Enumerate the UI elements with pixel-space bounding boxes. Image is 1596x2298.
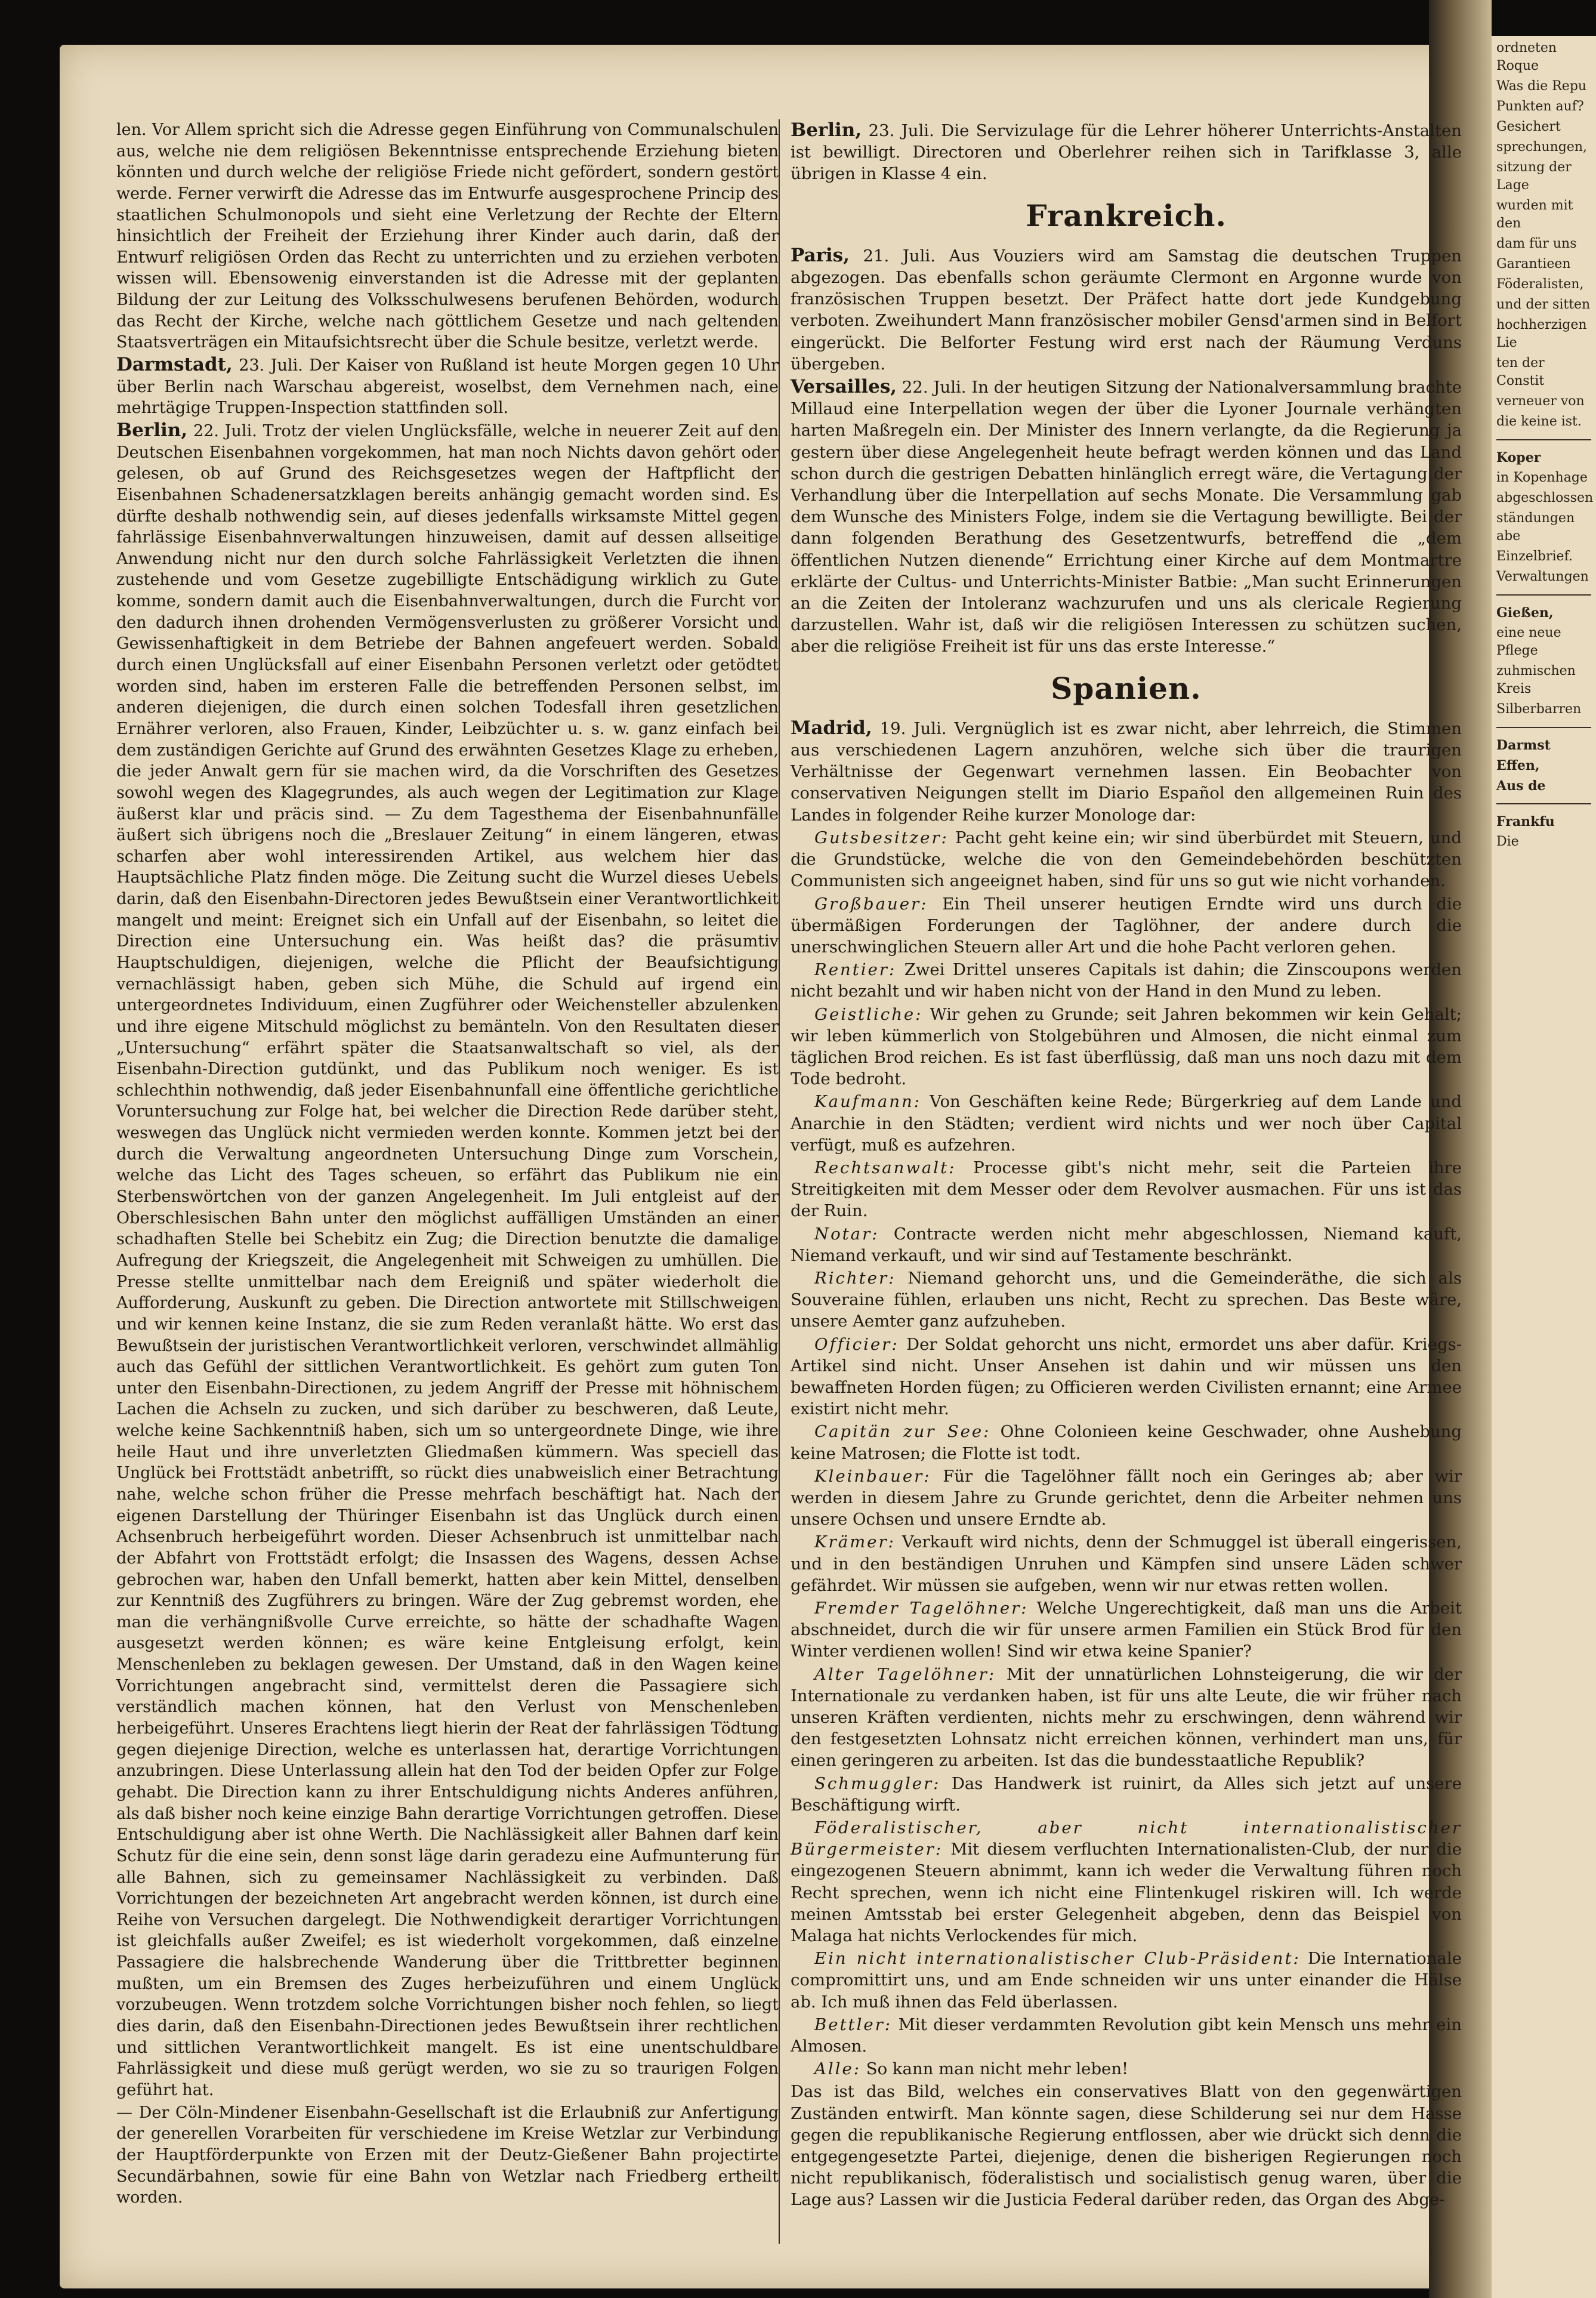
adjacent-line: verneuer von — [1496, 394, 1585, 409]
adjacent-line: in Kopenhage — [1496, 470, 1588, 485]
monologue-text: Die Internationale compromittirt uns, und am Ende schneiden wir uns unter einander die Hälse ab. Ich muß ihnen das Feld überlassen. — [791, 1949, 1462, 2012]
paragraph-school-address: len. Vor Allem spricht sich die Adresse gegen Einführung von Communalschulen aus, welche nie dem religiösen Bekenntnisse entsprechende Erziehung bieten könnten und durch welche der religiöse Friede nicht gefördert, sondern gestört werde. Ferner verwirft die Adresse das im Entwurfe ausgesprochene Princip des staatlichen Schulmonopols und sieht eine Verletzung der Rechte der Eltern hinsichtlich der Freiheit der Erziehung ihrer Kinder auch darin, daß der Entwurf religiösen Orden das Recht zu unterrichten und zu erziehen verboten wissen will. Ebensowenig einverstanden ist die Adresse mit der geplanten Bildung der zur Leitung des Volksschulwesens berufenen Behörden, wodurch das Recht der Kirche, welche nach göttlichem Gesetze und nach geltenden Staatsverträgen ein Mitaufsichtsrecht über die Schule besitze, verletzt werde. — [116, 121, 779, 352]
monologue-item — [791, 2058, 1462, 2080]
adjacent-line: Einzelbrief. — [1496, 549, 1573, 564]
adjacent-line: Garantieen — [1496, 257, 1571, 272]
adjacent-line: dam für uns — [1496, 236, 1577, 251]
monologue-text: Welche Ungerechtigkeit, daß man uns die Arbeit abschneidet, durch die wir für unsere armen Familien ein Stück Brod für den Winter verdienen wollen! Sind wir etwa keine Spanier? — [791, 1599, 1462, 1661]
text-berlin-salary: 23. Juli. Die Servizulage für die Lehrer höherer Unterrichts-Anstalten ist bewilligt. Directoren und Oberlehrer reihen sich in Tarifklasse 3, alle übrigen in Klasse 4 ein. — [791, 121, 1462, 184]
monologue-item — [791, 893, 1462, 958]
adjacent-rule — [1496, 594, 1591, 596]
monologue-text: Von Geschäften keine Rede; Bürgerkrieg auf dem Lande und Anarchie in den Städten; verdient wird nichts und wer noch über Capital verfügt, muß es aufzehren. — [791, 1092, 1462, 1155]
monologue-list — [791, 827, 1462, 2080]
adjacent-line: und der sitten — [1496, 297, 1591, 312]
text-paris: 21. Juli. Aus Vouziers wird am Samstag die deutschen Truppen abgezogen. Das ebenfalls schon geräumte Clermont en Argonne wurde von französischen Truppen besetzt. Der Präfect hatte dort jede Kundgebung verboten. Zweihundert Mann französischer mobiler Gensd'armen sind in Belfort eingerückt. Die Belforter Festung wird erst nach der Räumung Verduns übergeben. — [791, 246, 1462, 374]
monologue-speaker: Officier: — [814, 1334, 899, 1354]
adjacent-line: die keine ist. — [1496, 414, 1582, 429]
monologue-text: So kann man nicht mehr leben! — [861, 2059, 1129, 2079]
monologue-item — [791, 1334, 1462, 1420]
monologue-text: Mit der unnatürlichen Lohnsteigerung, die wir der Internationale zu verdanken haben, ist für uns alte Leute, die wir früher nach unseren Kräften verdienten, nichts mehr zu erschwingen, denn während wir den festgesetzten Lohnsatz nicht erreichen können, verhindert man uns, für einen geringeren zu arbeiten. Ist das die bundesstaatliche Republik? — [791, 1664, 1462, 1770]
monologue-text: Mit diesem verfluchten Internationalisten-Club, der nur die eingezogenen Steuern abnimmt, kann ich weder die Verwaltung führen noch Recht sprechen, wenn ich nicht eine Flintenkugel riskiren will. Ich werde meinen Amtsstab bei erster Gelegenheit abgeben, denn das Beispiel von Malaga hat nichts Verlockendes für mich. — [791, 1840, 1462, 1946]
monologue-text: Verkauft wird nichts, denn der Schmuggel ist überall eingerissen, und in den beständigen Unruhen und Kämpfen sind unsere Läden schwer gefährdet. Wir müssen sie aufgeben, wenn wir nur etwas retten wollen. — [791, 1532, 1462, 1595]
monologue-item — [791, 1157, 1462, 1222]
monologue-text: Für die Tagelöhner fällt noch ein Geringes ab; aber wir werden in diesem Jahre zu Grunde gerichtet, denn die Arbeiter nehmen uns unsere Ochsen und unsere Erndte ab. — [791, 1466, 1462, 1529]
monologue-speaker: Großbauer: — [814, 894, 928, 914]
monologue-item — [791, 1004, 1462, 1090]
adjacent-line: eine neue Pflege — [1496, 625, 1561, 658]
adjacent-line: abgeschlossen — [1496, 491, 1594, 505]
monologue-item — [791, 1817, 1462, 1947]
paragraph-versailles — [791, 376, 1462, 658]
adjacent-line: Silberbarren — [1496, 702, 1582, 717]
monologue-item — [791, 1531, 1462, 1596]
paragraph-darmstadt — [116, 354, 779, 419]
adjacent-line: Verwaltungen — [1496, 569, 1589, 584]
adjacent-line: Föderalisten, — [1496, 277, 1584, 292]
paragraph-madrid — [791, 717, 1462, 826]
monologue-item — [791, 1421, 1462, 1464]
adjacent-rule — [1496, 439, 1591, 440]
adjacent-line: wurden mit den — [1496, 198, 1573, 231]
adjacent-line: ten der Constit — [1496, 356, 1545, 388]
dateline-madrid: Madrid, — [791, 717, 872, 739]
monologue-speaker: Alter Tagelöhner: — [814, 1664, 996, 1684]
adjacent-line: Was die Repu — [1496, 79, 1587, 94]
adjacent-line: Frankfu — [1496, 814, 1555, 829]
monologue-speaker: Kaufmann: — [814, 1092, 921, 1112]
monologue-item — [791, 1597, 1462, 1662]
monologue-item — [791, 959, 1462, 1002]
adjacent-rule — [1496, 803, 1591, 804]
monologue-speaker: Rechtsanwalt: — [814, 1158, 956, 1177]
right-column — [779, 119, 1462, 2244]
dateline-paris: Paris, — [791, 244, 850, 266]
dateline-versailles: Versailles, — [791, 376, 897, 398]
monologue-text: Ohne Colonieen keine Geschwader, ohne Aushebung keine Matrosen; die Flotte ist todt. — [791, 1422, 1462, 1463]
dateline-berlin: Berlin, — [116, 419, 188, 441]
monologue-item — [791, 1773, 1462, 1816]
adjacent-line: zuhmischen Kreis — [1496, 664, 1576, 696]
monologue-speaker: Schmuggler: — [814, 1773, 941, 1793]
monologue-item — [791, 2014, 1462, 2057]
monologue-text: Zwei Drittel unseres Capitals ist dahin; die Zinscoupons werden nicht bezahlt und wir haben nicht von der Hand in den Mund zu leben. — [791, 960, 1462, 1001]
monologue-speaker: Föderalistischer, aber nicht internationalistischer Bürgermeister: — [791, 1818, 1462, 1859]
dateline-berlin-2: Berlin, — [791, 119, 862, 141]
monologue-speaker: Bettler: — [814, 2015, 893, 2034]
monologue-text: Der Soldat gehorcht uns nicht, ermordet uns aber dafür. Kriegs-Artikel sind nicht. Unser Ansehen ist dahin und wir müssen uns den bewaffneten Horden fügen; zu Officieren werden Civilisten ernannt; eine Armee existirt nicht mehr. — [791, 1334, 1462, 1419]
adjacent-line: Aus de — [1496, 778, 1546, 794]
adjacent-line: sprechungen, — [1496, 140, 1588, 155]
adjacent-line: Punkten auf? — [1496, 99, 1584, 114]
paragraph-closing: Das ist das Bild, welches ein conservatives Blatt von den gegenwärtigen Zuständen entwirft. Man könnte sagen, diese Schilderung sei nur dem Hasse gegen die republikanische Regierung entflossen, aber wie drückt sich denn die entgegengesetzte Partei, diejenige, denen die bisherigen Regierungen noch nicht republikanisch, föderalistisch und socialistisch genug waren, über die Lage aus? Lassen wir die Justicia Federal darüber reden, das Organ des Abge- — [791, 2082, 1462, 2210]
adjacent-line: Gießen, — [1496, 605, 1554, 621]
dateline-darmstadt: Darmstadt, — [116, 354, 233, 376]
adjacent-rule — [1496, 727, 1591, 728]
monologue-speaker: Rentier: — [814, 960, 897, 980]
monologue-text: Niemand gehorcht uns, und die Gemeinderäthe, die sich als Souveraine fühlen, erlauben uns nicht, Recht zu sprechen. Das Beste wäre, unsere Aemter ganz aufzuheben. — [791, 1268, 1462, 1331]
adjacent-line: Darmst — [1496, 738, 1551, 753]
monologue-item — [791, 1091, 1462, 1156]
monologue-speaker: Gutsbesitzer: — [814, 828, 949, 847]
monologue-speaker: Notar: — [814, 1224, 879, 1244]
text-berlin-railway: 22. Juli. Trotz der vielen Unglücksfälle, welche in neuerer Zeit auf den Deutschen Eisenbahnen vorgekommen, hat man noch Nichts davon gehört oder gelesen, ob auf Grund des Reichsgesetzes wegen der Haftpflicht der Eisenbahnen Schadenersatzklagen bereits anhängig gemacht worden sind. Es dürfte deshalb nothwendig sein, auf dieses jedenfalls wirksamste Mittel gegen fahrlässige Eisenbahnverwaltungen hinzuweisen, damit auf dessen allseitige Anwendung nicht nur den durch solche Fahrlässigkeit Verletzten die ihnen zustehende und vom Gesetze zugebilligte Entschädigung wirklich zu Gute komme, sondern damit auch die Eisenbahnverwaltungen, durch die Furcht vor den dadurch ihnen drohenden Vermögensverlusten zu größerer Vorsicht und Gewissenhaftigkeit in dem Betriebe der Bahnen angefeuert werden. Sobald durch einen Unglücksfall auf einer Eisenbahn Personen verletzt oder getödtet worden sind, haben im ersteren Falle die betreffenden Personen selbst, im anderen diejenigen, die durch einen solchen Todesfall ihren gesetzlichen Ernährer verloren, also Frauen, Kinder, Leibzüchter u. s. w. ganz einfach bei dem zuständigen Gerichte auf Grund des erwähnten Gesetzes Klage zu erheben, die jeder Anwalt gern für sie machen wird, da die Vorschriften des Gesetzes sowohl wegen des Klagegrundes, als auch wegen der Legitimation zur Klage äußerst klar und präcis sind. — Zu dem Tagesthema der Eisenbahnunfälle äußert sich übrigens noch die „Breslauer Zeitung“ in einem längeren, etwas scharfen aber wohl interessirenden Artikel, aus welchem hier das Hauptsächliche Platz finden möge. Die Zeitung sucht die Wurzel dieses Uebels darin, daß den Eisenbahn-Directoren jedes Bewußtsein einer Verantwortlichkeit mangelt und meint: Ereignet sich ein Unfall auf der Eisenbahn, so leitet die Direction eine Untersuchung ein. Was heißt das? die präsumtiv Hauptschuldigen, diejenigen, welche die Pflicht der Beaufsichtigung vernachlässigt haben, geben sich Mühe, die Schuld auf irgend ein untergeordnetes Individuum, einen Zugführer oder Weichensteller abzulenken und ihre eigene Mitschuld möglichst zu bemänteln. Von den Resultaten dieser „Untersuchung“ erfährt später die Staatsanwaltschaft so viel, als der Eisenbahn-Direction gutdünkt, und das Publikum noch weniger. Es ist schlechthin nothwendig, daß jeder Eisenbahnunfall eine öffentliche gerichtliche Voruntersuchung zur Folge hat, bei welcher die Direction Rede darüber steht, weswegen das Unglück nicht vermieden werden konnte. Kommen jetzt bei der durch die Verwaltung angeordneten Untersuchung Dinge zum Vorschein, welche das Licht des Tages scheuen, so erfährt das Publikum nie ein Sterbenswörtchen von der ganzen Angelegenheit. Im Juli entgleist auf der Oberschlesischen Bahn unter den möglichst auffälligen Umständen an einer schadhaften Stelle bei Schebitz ein Zug; die Direction benutzte die damalige Aufregung der Kriegszeit, die Angelegenheit mit Schweigen zu umhüllen. Die Presse stellte unmittelbar nach dem Ereigniß und später wiederholt die Aufforderung, Auskunft zu geben. Die Direction antwortete mit Stillschweigen und wir kennen keine Instanz, die sie zum Reden veranlaßt hätte. Wo erst das Bewußtsein der juristischen Verantwortlichkeit verloren, verschwindet allmählig auch das Gefühl der sittlichen Verantwortlichkeit. Es gehört zum guten Ton unter den Eisenbahn-Directionen, zu jedem Angriff der Presse mit höhnischem Lachen die Achseln zu zucken, und sich darüber zu beschweren, daß Leute, welche keine Sachkenntniß haben, sich um so untergeordnete Dinge, wie ihre heile Haut und ihre unverletzten Gliedmaßen kümmern. Was speciell das Unglück bei Frottstädt anbetrifft, so rückt dies unabweislich einer Betrachtung nahe, welche schon früher die Presse mehrfach beschäftigt hat. Nach der eigenen Darstellung der Thüringer Eisenbahn ist das Unglück durch einen Achsenbruch herbeigeführt worden. Dieser Achsenbruch ist unmittelbar nach der Abfahrt von Frottstädt erfolgt; die Insassen des Wagens, dessen Achse gebrochen war, haben den Unfall bemerkt, hatten aber kein Mittel, denselben zur Kenntniß des Zugführers zu bringen. Wäre der Zug gebremst worden, ehe man die verhängnißvolle Curve erreichte, so hätte der schadhafte Wagen ausgesetzt werden können; es wäre keine Entgleisung erfolgt, kein Menschenleben zu beklagen gewesen. Der Umstand, daß in den Wagen keine Vorrichtungen angebracht sind, vermittelst deren die Passagiere sich verständlich machen können, hat den Verlust von Menschenleben herbeigeführt. Unseres Erachtens liegt hierin der Reat der fahrlässigen Tödtung gegen diejenige Direction, welche es unterlassen hat, derartige Vorrichtungen anzubringen. Diese Unterlassung allein hat den Tod der beiden Opfer zur Folge gehabt. Die Direction kann zu ihrer Entschuldigung nichts Anderes anführen, als daß bisher noch keine einzige Bahn derartige Vorrichtungen getroffen. Diese Entschuldigung aber ist ohne Werth. Die Nachlässigkeit aller Bahnen darf kein Schutz für die eine sein, denn sonst läge darin geradezu eine Aufmunterung für alle Bahnen, sich zu gemeinsamer Nachlässigkeit zu verbinden. Daß Vorrichtungen der bezeichneten Art angebracht werden können, ist durch eine Reihe von Versuchen dargelegt. Die Nothwendigkeit derartiger Vorrichtungen ist gleichfalls außer Zweifel; es ist wiederholt vorgekommen, daß einzelne Passagiere die halsbrechende Wanderung über die Trittbretter beginnen mußten, um ein Bremsen des Zuges herbeizuführen und einem Unglück vorzubeugen. Wenn trotzdem solche Vorrichtungen bisher noch fehlen, so liegt dies darin, daß den Eisenbahn-Directionen jedes Bewußtsein ihrer rechtlichen und sittlichen Verantwortlichkeit mangelt. Es ist eine unentschuldbare Fahrlässigkeit und diese muß gerügt werden, wo sie zu so traurigen Folgen geführt hat. — [116, 421, 779, 2099]
section-heading-france: Frankreich. — [1026, 198, 1227, 233]
monologue-text: Processe gibt's nicht mehr, seit die Parteien ihre Streitigkeiten mit dem Messer oder dem Revolver ausmachen. Für uns ist das der Ruin. — [791, 1158, 1462, 1221]
monologue-item — [791, 1466, 1462, 1531]
adjacent-line: sitzung der Lage — [1496, 160, 1572, 193]
adjacent-line: Die — [1496, 834, 1519, 849]
paragraph-paris — [791, 245, 1462, 375]
monologue-speaker: Krämer: — [814, 1532, 896, 1552]
adjacent-line: hochherzigen Lie — [1496, 317, 1587, 350]
paragraph-coeln-minden: — Der Cöln-Mindener Eisenbahn-Gesellschaft ist die Erlaubniß zur Anfertigung der generellen Vorarbeiten für verschiedene im Kreise Wetzlar zur Verbindung der Hauptförderpunkte von Erzen mit der Deutz-Gießener Bahn projectirte Secundärbahnen, sowie für eine Bahn von Wetzlar nach Friedberg ertheilt worden. — [116, 2103, 779, 2207]
monologue-item — [791, 1267, 1462, 1332]
section-heading-spain: Spanien. — [1051, 670, 1202, 706]
adjacent-line: ordneten Roque — [1496, 41, 1557, 73]
left-column — [116, 119, 779, 2244]
monologue-text: Das Handwerk ist ruinirt, da Alles sich jetzt auf unsere Beschäftigung wirft. — [791, 1773, 1462, 1815]
monologue-item — [791, 1664, 1462, 1772]
monologue-speaker: Geistliche: — [814, 1004, 923, 1024]
monologue-speaker: Kleinbauer: — [814, 1466, 931, 1486]
monologue-text: Contracte werden nicht mehr abgeschlossen, Niemand kauft, Niemand verkauft, und wir sind auf Testamente beschränkt. — [791, 1224, 1462, 1265]
monologue-item — [791, 827, 1462, 892]
monologue-speaker: Ein nicht internationalistischer Club-Präsident: — [814, 1949, 1301, 1969]
monologue-text: Ein Theil unserer heutigen Erndte wird uns durch die übermäßigen Forderungen der Taglöhner, der andere durch die unerschwinglichen Steuern aller Art und die hohe Pacht verloren gehen. — [791, 894, 1462, 957]
monologue-speaker: Richter: — [814, 1268, 896, 1288]
adjacent-page-fragment — [1492, 36, 1596, 2298]
adjacent-line: Koper — [1496, 450, 1541, 465]
text-madrid: 19. Juli. Vergnüglich ist es zwar nicht, aber lehrreich, die Stimmen aus verschiedenen Lagern anzuhören, welche sich über die traurigen Verhältnisse der Gegenwart vernehmen lassen. Ein Beobachter von conservativen Neigungen stellt im Diario Español den allgemeinen Ruin des Landes in folgender Reihe kurzer Monologe dar: — [791, 718, 1462, 825]
paragraph-berlin-salary — [791, 119, 1462, 185]
paragraph-berlin-railway — [116, 420, 779, 2101]
monologue-speaker: Fremder Tagelöhner: — [814, 1599, 1029, 1618]
monologue-item — [791, 1948, 1462, 2013]
adjacent-line: Gesichert — [1496, 119, 1561, 134]
monologue-text: Wir gehen zu Grunde; seit Jahren bekommen wir kein Gehalt; wir leben kümmerlich von Stolgebühren und Almosen, die nicht einmal zum täglichen Brod reichen. Es ist fast überflüssig, daß man uns noch dazu mit dem Tode bedroht. — [791, 1004, 1462, 1089]
text-darmstadt: 23. Juli. Der Kaiser von Rußland ist heute Morgen gegen 10 Uhr über Berlin nach Warschau abgereist, woselbst, dem Vernehmen nach, eine mehrtägige Truppen-Inspection stattfinden soll. — [116, 356, 779, 418]
adjacent-page-text — [1492, 36, 1596, 857]
adjacent-line: Effen, — [1496, 758, 1540, 773]
monologue-speaker: Alle: — [814, 2059, 861, 2079]
monologue-text: Pacht geht keine ein; wir sind überbürdet mit Steuern, und die Grundstücke, welche die von den Gemeindebehörden beschützten Communisten sich angeeignet haben, sind für uns so gut wie nicht vorhanden. — [791, 828, 1462, 891]
adjacent-line: ständungen abe — [1496, 511, 1575, 544]
monologue-item — [791, 1223, 1462, 1266]
monologue-speaker: Capitän zur See: — [814, 1422, 991, 1442]
text-versailles: 22. Juli. In der heutigen Sitzung der Nationalversammlung brachte Millaud eine Interpellation wegen der über die Lyoner Journale verhängten harten Maßregeln ein. Der Minister des Innern verlangte, da die Regierung ja gestern über diese Angelegenheit heute befragt werden können und das Land schon durch die gestrigen Debatten hinlänglich erregt wäre, die Vertagung der Verhandlung über die Interpellation auf sechs Monate. Die Versammlung gab dem Wunsche des Ministers Folge, indem sie die Vertagung bewilligte. Bei der dann folgenden Berathung des Gesetzentwurfs, betreffend die „dem öffentlichen Nutzen dienende“ Errichtung einer Kirche auf dem Montmartre erklärte der Cultus- und Unterrichts-Minister Batbie: „Man sucht Erinnerungen an die Zeiten der Intoleranz wachzurufen und uns als clericale Regierung darzustellen. Wahr ist, daß wir die religiösen Interessen zu schützen suchen, aber die religiöse Freiheit ist für uns das erste Interesse.“ — [791, 378, 1462, 656]
monologue-text: Mit dieser verdammten Revolution gibt kein Mensch uns mehr ein Almosen. — [791, 2015, 1462, 2056]
